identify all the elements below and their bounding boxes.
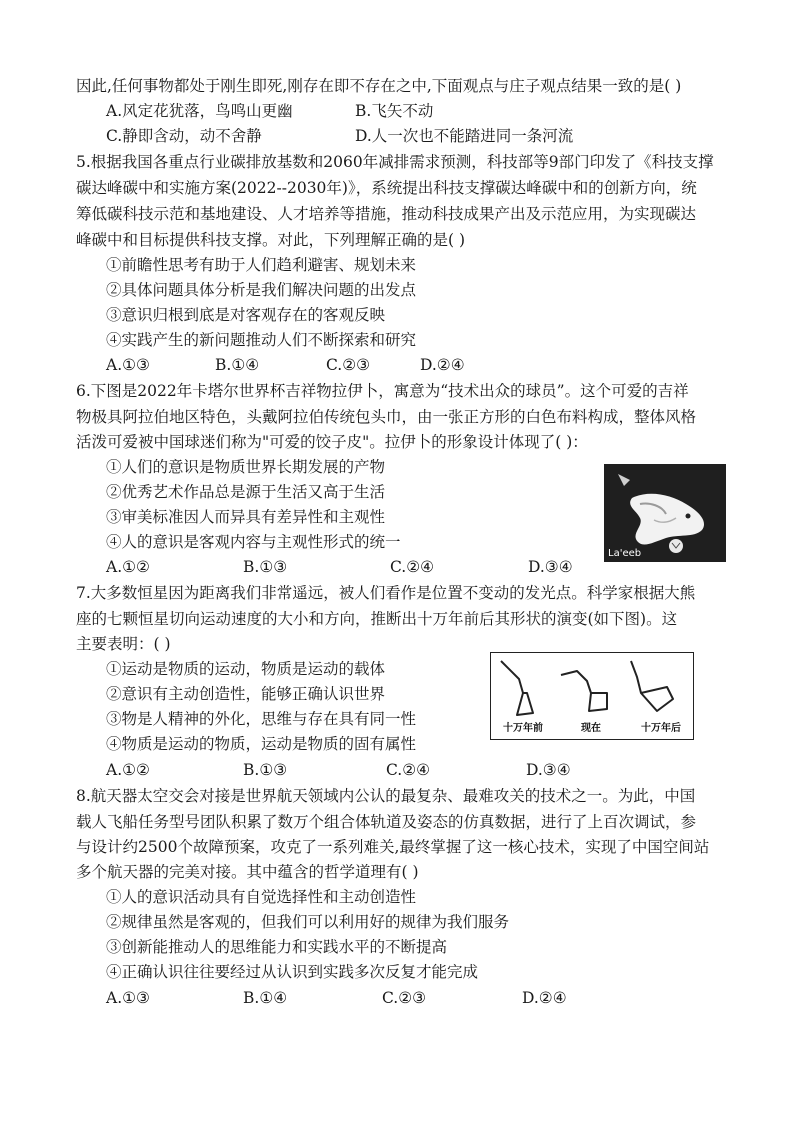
q5-stem-line-4: 峰碳中和目标提供科技支撑。对此，下列理解正确的是( ) (76, 231, 466, 249)
q7-statement-1: ①运动是物质的运动，物质是运动的载体 (106, 660, 386, 678)
q6-stem-line-2: 物极具阿拉伯地区特色，头戴阿拉伯传统包头巾，由一张正方形的白色布料构成，整体风格 (76, 408, 697, 426)
q5-option-c[interactable]: C.②③ (326, 356, 371, 374)
q6-option-c[interactable]: C.②④ (390, 558, 435, 576)
q7-statement-4: ④物质是运动的物质，运动是物质的固有属性 (106, 735, 417, 753)
intro-option-b[interactable]: B.飞矢不动 (355, 102, 434, 120)
q6-option-a[interactable]: A.①② (106, 558, 150, 576)
q5-statement-2: ②具体问题具体分析是我们解决问题的出发点 (106, 281, 417, 299)
q8-option-d[interactable]: D.②④ (522, 989, 567, 1007)
q6-stem-line-1: 6.下图是2022年卡塔尔世界杯吉祥物拉伊卜，寓意为“技术出众的球员”。这个可爱的吉祥 (76, 382, 689, 400)
q8-statement-3: ③创新能推动人的思维能力和实践水平的不断提高 (106, 938, 448, 956)
q7-statement-2: ②意识有主动创造性，能够正确认识世界 (106, 685, 386, 703)
q5-option-a[interactable]: A.①③ (106, 356, 150, 374)
big-dipper-figure (490, 652, 694, 740)
q6-option-b[interactable]: B.①③ (243, 558, 288, 576)
q6-option-d[interactable]: D.③④ (528, 558, 573, 576)
q7-stem-line-3: 主要表明：( ) (76, 635, 171, 653)
q7-option-a[interactable]: A.①② (106, 761, 150, 779)
q5-option-b[interactable]: B.①④ (215, 356, 260, 374)
q8-statement-1: ①人的意识活动具有自觉选择性和主动创造性 (106, 888, 417, 906)
q7-stem-line-2: 座的七颗恒星切向运动速度的大小和方向，推断出十万年前后其形状的演变(如下图)。这 (76, 610, 678, 628)
intro-option-a[interactable]: A.风定花犹落，鸟鸣山更幽 (106, 102, 293, 120)
q5-statement-3: ③意识归根到底是对客观存在的客观反映 (106, 306, 386, 324)
q5-stem-line-2: 碳达峰碳中和实施方案(2022--2030年)》，系统提出科技支撑碳达峰碳中和的创新方向，统 (76, 179, 697, 197)
q7-statement-3: ③物是人精神的外化，思维与存在具有同一性 (106, 710, 417, 728)
intro-option-c[interactable]: C.静即含动，动不舍静 (106, 127, 262, 145)
q8-stem-line-4: 多个航天器的完美对接。其中蕴含的哲学道理有( ) (76, 863, 419, 881)
figure-label-future: 十万年后 (641, 723, 681, 734)
q8-stem-line-2: 载人飞船任务型号团队积累了数万个组合体轨道及姿态的仿真数据，进行了上百次调试，参 (76, 813, 697, 831)
q8-statement-2: ②规律虽然是客观的，但我们可以利用好的规律为我们服务 (106, 913, 510, 931)
q7-option-c[interactable]: C.②④ (386, 761, 431, 779)
intro-option-d[interactable]: D.人一次也不能踏进同一条河流 (355, 127, 574, 145)
q7-option-b[interactable]: B.①③ (243, 761, 288, 779)
q6-statement-3: ③审美标准因人而异具有差异性和主观性 (106, 508, 386, 526)
figure-label-past: 十万年前 (503, 723, 543, 734)
q8-stem-line-3: 与设计约2500个故障预案，攻克了一系列难关,最终掌握了这一核心技术，实现了中国空间站 (76, 838, 710, 856)
dipper-present-shape (561, 671, 607, 711)
q8-option-a[interactable]: A.①③ (106, 989, 150, 1007)
q7-stem-line-1: 7.大多数恒星因为距离我们非常遥远，被人们看作是位置不变动的发光点。科学家根据大熊 (76, 584, 696, 602)
mascot-illustration (604, 464, 726, 562)
q5-stem-line-3: 筹低碳科技示范和基地建设、人才培养等措施，推动科技成果产出及示范应用，为实现碳达 (76, 205, 697, 223)
mascot-caption: La'eeb (608, 548, 642, 559)
q8-option-b[interactable]: B.①④ (243, 989, 288, 1007)
q8-stem-line-1: 8.航天器太空交会对接是世界航天领域内公认的最复杂、最难攻关的技术之一。为此，中国 (76, 787, 696, 805)
q7-option-d[interactable]: D.③④ (526, 761, 571, 779)
q6-statement-1: ①人们的意识是物质世界长期发展的产物 (106, 458, 386, 476)
q6-stem-line-3: 活泼可爱被中国球迷们称为"可爱的饺子皮"。拉伊卜的形象设计体现了( )： (76, 433, 588, 451)
dipper-past-shape (501, 661, 533, 715)
q6-statement-2: ②优秀艺术作品总是源于生活又高于生活 (106, 483, 386, 501)
q8-statement-4: ④正确认识往往要经过从认识到实践多次反复才能完成 (106, 963, 479, 981)
q5-option-d[interactable]: D.②④ (420, 356, 465, 374)
big-dipper-diagram (491, 653, 693, 739)
dipper-future-shape (631, 661, 673, 711)
intro-question-line: 因此,任何事物都处于刚生即死,刚存在即不存在之中,下面观点与庄子观点结果一致的是( ) (76, 77, 682, 95)
figure-label-present: 现在 (581, 723, 601, 734)
q8-option-c[interactable]: C.②③ (382, 989, 427, 1007)
q5-statement-1: ①前瞻性思考有助于人们趋利避害、规划未来 (106, 256, 417, 274)
q5-stem-line-1: 5.根据我国各重点行业碳排放基数和2060年减排需求预测，科技部等9部门印发了《科技支撑 (76, 153, 714, 171)
q5-statement-4: ④实践产生的新问题推动人们不断探索和研究 (106, 331, 417, 349)
q6-statement-4: ④人的意识是客观内容与主观性形式的统一 (106, 533, 401, 551)
mascot-image (604, 464, 726, 562)
